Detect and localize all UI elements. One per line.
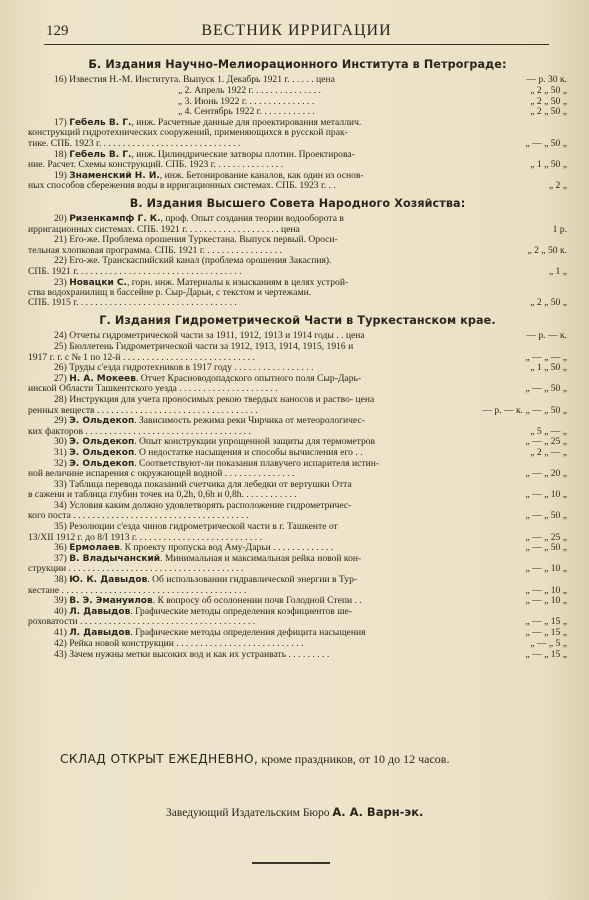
publication-entry: [28, 501, 567, 522]
entry-text: [28, 554, 481, 575]
page-header: [44, 22, 549, 45]
entry-line-text: 16) Известия Н.-М. Института. Выпуск 1. Декабрь 1921 г. . . . . . цена: [54, 74, 335, 85]
entry-price: „ 2 „ 50 „: [530, 106, 567, 118]
publication-entry: [28, 416, 567, 437]
publication-entry: [28, 75, 567, 85]
entry-line-text: . Графические методы определения коэфициентов ше-: [130, 606, 353, 618]
entry-number: 42): [54, 638, 67, 650]
publication-entry: [28, 395, 567, 416]
entry-line: [28, 331, 481, 341]
entry-price: „ — „ 10 „: [525, 584, 567, 596]
entry-line-text: . К проекту пропуска вод Аму-Дарьи . . . . . . . . . . . . .: [119, 542, 334, 554]
publication-entry: [28, 278, 567, 309]
entry-number: 31): [54, 447, 67, 459]
entry-line: [28, 75, 481, 85]
entry-number: 18): [54, 148, 67, 160]
entry-line-text: конструкций гидротехнических сооружений, применяющихся в русской прак-: [28, 127, 348, 139]
entry-line-text: . Графические методы определения дефицита насыщения: [130, 627, 366, 639]
entry-price: „ 2 „ — „: [530, 447, 567, 459]
entry-price: „ — „ 25 „: [525, 531, 567, 543]
entry-number: 24): [54, 330, 67, 342]
publications-list: [28, 58, 567, 666]
entry-line-text: Бюллетень Гидрометрической части за 1912, 1913, 1914, 1915, 1916 и: [69, 341, 354, 353]
entry-author: Новацки С.: [69, 277, 127, 288]
section-heading: В. Издания Высшего Совета Народного Хозяйства:: [129, 197, 466, 211]
entry-author: Знаменский Н. И.: [69, 170, 160, 181]
entry-author: В. Э. Эмануилов: [69, 596, 153, 607]
entry-line-text: кестане . . . . . . . . . . . . . . . . . . . . . . . . . . . . . . . . . . . . . . .: [28, 584, 247, 596]
entry-line-text: , инж. Расчетные данные для проектирования металлич.: [131, 117, 362, 129]
publication-entry: [28, 437, 567, 447]
entry-text: [28, 171, 481, 192]
warehouse-notice: [60, 752, 549, 767]
entry-text: [28, 395, 481, 416]
entry-price: — р. — к.: [526, 330, 567, 342]
entry-number: 22): [54, 255, 67, 267]
publication-entry: [28, 171, 567, 192]
entry-line: [28, 469, 481, 479]
entry-line-text: , инж. Бетонирование каналов, как один из основ-: [159, 169, 364, 181]
publication-entry: [28, 363, 567, 373]
entry-number: 38): [54, 574, 67, 586]
entry-price: „ 1 „ 50 „: [530, 362, 567, 374]
entry-line: [28, 406, 481, 416]
entry-sub-line: „ 2. Апрель 1922 г. . . . . . . . . . . . . . .: [178, 84, 321, 96]
entry-text: [28, 522, 481, 543]
entry-line: [28, 427, 481, 437]
entry-number: 21): [54, 234, 67, 246]
publication-entry: [28, 575, 567, 596]
entry-number: 39): [54, 595, 67, 607]
section-heading: Б. Издания Научно-Мелиорационного Института в Петрограде:: [88, 58, 507, 71]
publication-entry: [28, 214, 567, 235]
publication-entry: [28, 97, 567, 107]
entry-price: „ — „ — „: [525, 351, 567, 363]
entry-line-text: роховатости . . . . . . . . . . . . . . . . . . . . . . . . . . . . . . . . . . . . .: [28, 616, 256, 628]
entry-price: „ 5 „ — „: [530, 425, 567, 437]
entry-line-text: 13/XII 1912 г. до 8/I 1913 г. . . . . . . . . . . . . . . . . . . . . . . . . . .: [28, 531, 262, 543]
entry-line-text: Зачем нужны метки высоких вод и как их устраивать . . . . . . . . .: [69, 648, 330, 660]
entry-line-text: . Соответствуют-ли показания плавучего испарителя истин-: [134, 458, 380, 469]
entry-line-text: . Об использовании гидравлической энергии в Тур-: [147, 574, 358, 586]
entry-author: Н. А. Мокеев: [69, 374, 136, 385]
entry-number: 33): [54, 479, 67, 491]
entry-number: 32): [54, 458, 67, 469]
entry-text: [28, 107, 481, 117]
publication-entry: [28, 235, 567, 256]
entry-number: 36): [54, 542, 67, 554]
entry-line: [28, 225, 481, 235]
entry-line-text: . Зависимость режима реки Чирчика от метеорологичес-: [134, 415, 365, 427]
entry-text: [28, 331, 481, 341]
entry-text: [28, 501, 481, 522]
publication-entry: [28, 86, 567, 96]
entry-text: [28, 374, 481, 395]
entry-line: [28, 298, 481, 308]
entry-text: [28, 256, 481, 277]
entry-line: [28, 490, 481, 500]
publication-entry: [28, 650, 567, 660]
notice-rest: кроме праздников, от 10 до 12 часов.: [258, 752, 450, 766]
publication-entry: [28, 342, 567, 363]
entry-number: 17): [54, 117, 67, 129]
entry-line: [28, 586, 481, 596]
entry-number: 20): [54, 213, 67, 225]
entry-price: „ — „ 15 „: [525, 627, 567, 639]
entry-line-text: Труды с'езда гидротехников в 1917 году . . . . . . . . . . . . . . . . .: [69, 362, 314, 374]
entry-line-text: ства водохранилищ в бассейне р. Сыр-Дарьи, с текстом и чертежами.: [28, 286, 312, 298]
entry-line: [28, 596, 481, 606]
publication-entry: [28, 150, 567, 171]
entry-line-text: Условия каким должно удовлетворять расположение гидрометричес-: [69, 500, 352, 512]
entry-line-text: инской Области Ташкентского уезда . . . . . . . . . . . . . . . . . . . . .: [28, 383, 278, 395]
entry-line-text: тельная хлопковая программа. СПБ. 1921 г. . . . . . . . . . . . . . . . .: [28, 244, 282, 256]
entry-author: Ю. К. Давыдов: [69, 575, 148, 586]
entry-line: [28, 353, 481, 363]
entry-line-text: в сажени и таблица глубин точек на 0,2h, 0,6h и 0,8h. . . . . . . . . . . .: [28, 489, 297, 501]
entry-text: [28, 86, 481, 96]
publication-entry: [28, 256, 567, 277]
publication-entry: [28, 374, 567, 395]
entry-number: 27): [54, 373, 67, 385]
entry-line-text: Его-же. Транскаспийский канал (проблема орошения Закаспия).: [69, 255, 332, 267]
entry-line-text: ирригационных системах. СПБ. 1921 г. . . . . . . . . . . . . . . . . . . . цена: [28, 223, 300, 235]
entry-text: [28, 543, 481, 553]
entry-number: 35): [54, 521, 67, 533]
publication-entry: [28, 480, 567, 501]
publication-entry: [28, 554, 567, 575]
entry-text: [28, 437, 481, 447]
entry-line-text: . К вопросу об осолонении почв Голодной Степи . .: [152, 595, 362, 607]
publication-entry: [28, 522, 567, 543]
entry-text: [28, 459, 481, 480]
entry-author: Ризенкампф Г. К.: [69, 214, 161, 225]
entry-text: [28, 150, 481, 171]
entry-number: 28): [54, 394, 67, 406]
entry-price: „ — „ 50 „: [525, 137, 567, 149]
entry-sub-line: „ 3. Июнь 1922 г. . . . . . . . . . . . . . .: [178, 95, 315, 107]
entry-author: Э. Ольдекоп: [69, 416, 135, 427]
entry-author: Гебель В. Г.: [69, 118, 132, 129]
entry-line: [28, 181, 481, 191]
entry-line-text: Таблица перевода показаний счетчика для лебедки от вертушки Отта: [69, 479, 352, 491]
entry-author: Ермолаев: [69, 543, 120, 554]
entry-text: [28, 628, 481, 638]
entry-line: [28, 363, 481, 373]
entry-price: „ — „ 15 „: [525, 648, 567, 660]
entry-text: [28, 575, 481, 596]
entry-author: Л. Давыдов: [69, 628, 131, 639]
entry-text: [28, 75, 481, 85]
entry-text: [28, 214, 481, 235]
entry-text: [28, 278, 481, 309]
entry-line-text: . Отчет Красноводопадского опытного поля Сыр-Дарь-: [135, 373, 362, 385]
entry-price: „ — „ 50 „: [525, 383, 567, 395]
entry-price: — р. 30 к.: [526, 74, 567, 85]
publication-entry: [28, 639, 567, 649]
publication-entry: [28, 596, 567, 606]
entry-text: [28, 607, 481, 628]
entry-author: В. Владычанский: [69, 554, 161, 565]
entry-price: 1 р.: [552, 223, 567, 235]
entry-line: [28, 246, 481, 256]
entry-author: Э. Ольдекоп: [69, 437, 135, 448]
entry-line: [28, 617, 481, 627]
entry-line-text: ких факторов . . . . . . . . . . . . . . . . . . . . . . . . . . . . . . . . . . .: [28, 425, 251, 437]
entry-line-text: , проф. Опыт создания теории водооборота в: [160, 213, 344, 225]
entry-price: „ 2 „ 50 к.: [527, 244, 567, 256]
entry-text: [28, 118, 481, 149]
entry-number: 25): [54, 341, 67, 353]
entry-text: [28, 480, 481, 501]
entry-number: 37): [54, 553, 67, 565]
entry-line-text: ние. Расчет. Схемы конструкций. СПБ. 1923 г. . . . . . . . . . . . . . .: [28, 158, 284, 170]
entry-number: 26): [54, 362, 67, 374]
entry-price: „ — „ 50 „: [525, 542, 567, 554]
entry-line-text: Инструкция для учета проносимых рекою твердых наносов и раство- цена: [69, 394, 375, 406]
entry-line-text: ных способов сбережения воды в ирригационных системах. СПБ. 1923 г. . .: [28, 179, 336, 191]
entry-text: [28, 639, 481, 649]
entry-text: [28, 235, 481, 256]
entry-price: „ — „ 10 „: [525, 489, 567, 501]
entry-line: [28, 564, 481, 574]
section-heading: Г. Издания Гидрометрической Части в Туркестанском крае.: [99, 314, 496, 328]
entry-line: [28, 650, 481, 660]
entry-line: [28, 437, 481, 447]
publication-entry: [28, 331, 567, 341]
entry-line: [28, 628, 481, 638]
entry-line-text: Отчеты гидрометрической части за 1911, 1912, 1913 и 1914 годы . . цена: [69, 330, 365, 342]
entry-line-text: Резолюции с'езда чинов гидрометрической части в г. Ташкенте от: [69, 521, 338, 533]
entry-number: 29): [54, 415, 67, 427]
publication-entry: [28, 448, 567, 458]
manager-title: Заведующий Издательским Бюро: [166, 807, 333, 819]
entry-line-text: кого поста . . . . . . . . . . . . . . . . . . . . . . . . . . . . . . . . . . . . .: [28, 510, 249, 522]
entry-price: „ 2 „ 50 „: [530, 84, 567, 96]
entry-price: „ — „ 10 „: [525, 595, 567, 607]
entry-sub-line: „ 4. Сентябрь 1922 г. . . . . . . . . . . .: [178, 106, 315, 118]
entry-line-text: тике. СПБ. 1923 г. . . . . . . . . . . . . . . . . . . . . . . . . . . . . .: [28, 137, 241, 149]
entry-line-text: . О недостатке насыщения и способы вычисления его . .: [134, 447, 363, 459]
entry-price: „ — „ 50 „: [525, 510, 567, 522]
entry-price: „ — „ 20 „: [525, 468, 567, 480]
entry-line: [28, 267, 481, 277]
entry-price: „ 2 „ 50 „: [530, 297, 567, 309]
entry-line-text: , инж. Цилиндрические затворы плотин. Проектирова-: [131, 148, 355, 160]
entry-line: [28, 543, 481, 553]
entry-line-text: . Опыт конструкции упрощенной защиты для термометров: [134, 436, 376, 448]
entry-text: [28, 342, 481, 363]
entry-line-text: , горн. инж. Материалы к изысканиям в целях устрой-: [126, 276, 349, 288]
entry-number: 30): [54, 436, 67, 448]
entry-text: [28, 650, 481, 660]
entry-line-text: Его-же. Проблема орошения Туркестана. Выпуск первый. Ороси-: [69, 234, 338, 246]
section: [28, 197, 567, 308]
entry-line-text: . Минимальная и максимальная рейка новой кон-: [160, 553, 362, 565]
entry-price: „ 2 „ 50 „: [530, 95, 567, 107]
entry-line: [28, 511, 481, 521]
entry-author: Э. Ольдекоп: [69, 448, 135, 459]
entry-line: [28, 533, 481, 543]
entry-price: „ — „ 10 „: [525, 563, 567, 575]
entry-line: [28, 384, 481, 394]
entry-price: „ 2 „: [548, 179, 567, 191]
entry-line-text: струкции . . . . . . . . . . . . . . . . . . . . . . . . . . . . . . . . . . . . .: [28, 563, 244, 575]
entry-text: [28, 596, 481, 606]
entry-price: „ — „ 15 „: [525, 616, 567, 628]
entry-text: [28, 363, 481, 373]
entry-price: — р. — к. „ — „ 50 „: [482, 404, 567, 416]
end-rule: [252, 862, 330, 864]
publication-entry: [28, 459, 567, 480]
section: [28, 314, 567, 660]
entry-price: „ — „ 5 „: [530, 638, 567, 650]
entry-line-text: 1917 г. г. с № 1 по 12-й . . . . . . . . . . . . . . . . . . . . . . . . . . . .: [28, 351, 255, 363]
publication-entry: [28, 628, 567, 638]
entry-text: [28, 448, 481, 458]
entry-number: 40): [54, 606, 67, 618]
entry-text: [28, 416, 481, 437]
section: [28, 58, 567, 191]
entry-number: 19): [54, 169, 67, 181]
entry-number: 41): [54, 627, 67, 639]
entry-number: 43): [54, 648, 67, 660]
entry-line: [28, 448, 481, 458]
entry-line-text: СПБ. 1915 г. . . . . . . . . . . . . . . . . . . . . . . . . . . . . . . . . .: [28, 297, 237, 309]
entry-price: „ 1 „ 50 „: [530, 158, 567, 170]
entry-line-text: ренных веществ . . . . . . . . . . . . . . . . . . . . . . . . . . . . . . . . . .: [28, 404, 258, 416]
entry-price: „ — „ 25 „: [525, 436, 567, 448]
entry-price: „ 1 „: [548, 265, 567, 277]
entry-author: Э. Ольдекоп: [69, 459, 135, 469]
entry-line: [28, 139, 481, 149]
entry-line-text: Рейка новой конструкции . . . . . . . . . . . . . . . . . . . . . . . . . . .: [69, 638, 304, 650]
notice-caps: СКЛАД ОТКРЫТ ЕЖЕДНЕВНО,: [60, 752, 259, 766]
publication-entry: [28, 607, 567, 628]
publication-entry: [28, 107, 567, 117]
publication-entry: [28, 543, 567, 553]
entry-text: [28, 97, 481, 107]
entry-author: Гебель В. Г.: [69, 149, 132, 160]
entry-line: [28, 639, 481, 649]
entry-number: 23): [54, 276, 67, 288]
entry-number: 34): [54, 500, 67, 512]
publication-entry: [28, 118, 567, 149]
entry-line-text: СПБ. 1921 г. . . . . . . . . . . . . . . . . . . . . . . . . . . . . . . . . . .: [28, 265, 242, 277]
entry-line: [28, 160, 481, 170]
manager-signature: [166, 805, 423, 819]
manager-name: А. А. Варн-эк.: [332, 805, 424, 819]
entry-author: Л. Давыдов: [69, 607, 131, 618]
page-number: 129: [46, 23, 69, 39]
entry-line-text: ной величине испарения с окружающей водной . . . . . . . . . . . . . . .: [28, 468, 295, 480]
journal-title: ВЕСТНИК ИРРИГАЦИИ: [201, 22, 392, 39]
